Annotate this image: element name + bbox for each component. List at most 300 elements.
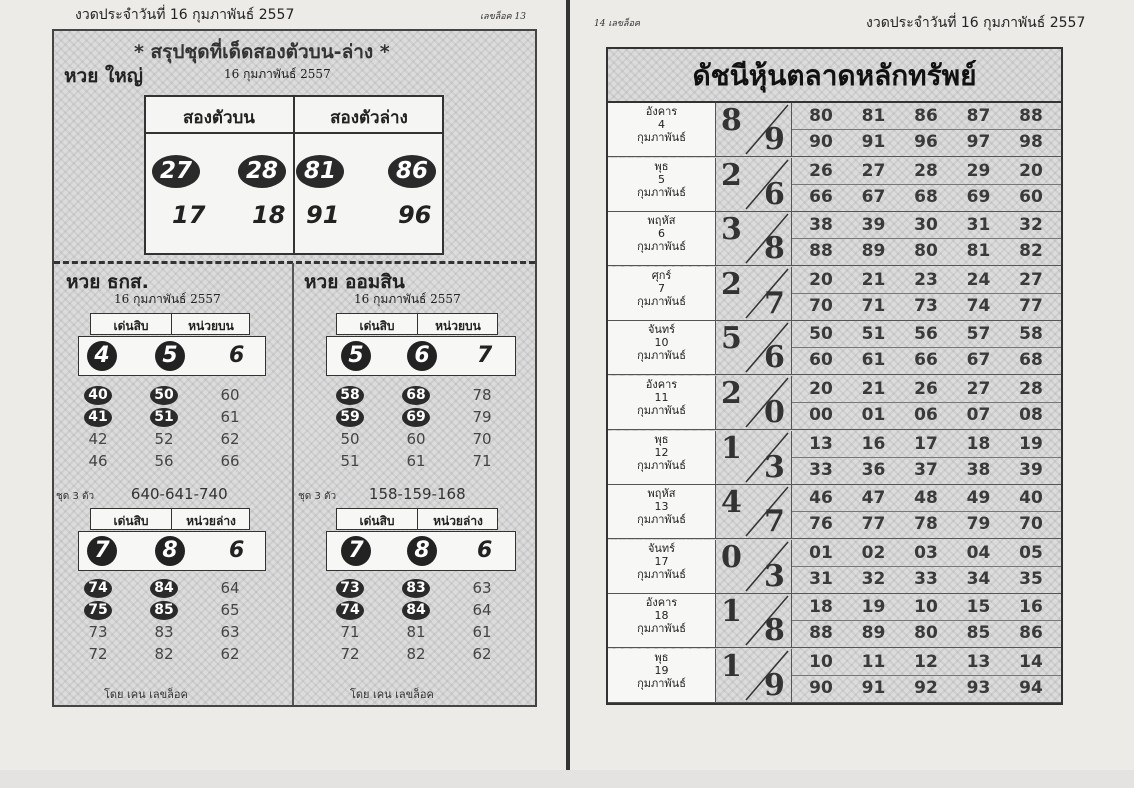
gsb-lower-num-r2-c2: 84 xyxy=(402,601,430,620)
top-plain-2: 18 xyxy=(252,201,286,229)
left-page-number: เลขล็อค 13 xyxy=(480,12,526,22)
key-digit-bottom: 6 xyxy=(764,176,785,211)
grid-divider xyxy=(792,620,1061,621)
table-row xyxy=(608,376,1061,430)
baac-upper-num-r4-c1: 46 xyxy=(88,452,108,470)
top-plain-1: 17 xyxy=(172,201,206,229)
key-digit-top: 2 xyxy=(721,157,742,193)
gsb-upper-num-r2-c2: 69 xyxy=(402,408,430,427)
baac-lower-num-r2-c3: 65 xyxy=(220,601,240,619)
baac-upper-num-r4-c2: 56 xyxy=(154,452,174,470)
day-date: 10 xyxy=(654,336,669,350)
day-month: กุมภาพันธ์ xyxy=(637,185,686,199)
number-bottom: 69 xyxy=(966,186,991,207)
key-digit-bottom: 9 xyxy=(764,668,785,702)
number-bottom: 35 xyxy=(1019,568,1043,589)
col-header-top: สองตัวบน xyxy=(183,108,255,128)
gsb-lower-digit-1: 7 xyxy=(341,536,371,566)
number-bottom: 94 xyxy=(1019,678,1043,698)
number-bottom: 90 xyxy=(809,678,833,698)
day-name: พฤหัส xyxy=(647,487,676,501)
number-top: 04 xyxy=(966,542,991,563)
baac-lower-num-r1-c2: 84 xyxy=(150,579,178,598)
gsb-lower-num-r4-c1: 72 xyxy=(340,645,360,663)
day-month: กุมภาพันธ์ xyxy=(637,240,686,254)
number-bottom: 39 xyxy=(1019,459,1043,480)
gsb-upper-num-r3-c1: 50 xyxy=(340,430,360,448)
day-name: พุธ xyxy=(654,159,669,173)
table-row xyxy=(608,540,1061,594)
number-top: 46 xyxy=(809,488,833,509)
baac-upper-num-r3-c3: 62 xyxy=(220,430,240,448)
number-top: 24 xyxy=(966,269,991,290)
number-top: 27 xyxy=(861,160,886,181)
grid-divider xyxy=(792,129,1061,130)
key-digits-cell xyxy=(716,485,792,538)
number-top: 21 xyxy=(861,379,886,399)
gsb-upper-header-a: เด่นสิบ xyxy=(359,319,395,333)
column-divider xyxy=(292,263,294,705)
baac-lower-num-r1-c1: 74 xyxy=(84,579,112,598)
baac-upper-num-r2-c3: 61 xyxy=(220,408,240,426)
number-bottom: 06 xyxy=(914,405,938,425)
number-bottom: 66 xyxy=(809,186,833,207)
number-top: 13 xyxy=(809,433,833,454)
number-bottom: 32 xyxy=(861,568,886,589)
grid-divider xyxy=(792,511,1061,512)
key-digit-top: 2 xyxy=(721,266,742,302)
key-digit-bottom: 8 xyxy=(764,613,785,648)
key-digit-top: 2 xyxy=(721,376,742,411)
day-date: 6 xyxy=(658,227,665,241)
number-bottom: 82 xyxy=(1019,241,1043,262)
number-top: 23 xyxy=(914,269,938,290)
number-bottom: 89 xyxy=(861,623,886,644)
gsb-lower-num-r2-c1: 74 xyxy=(336,601,364,620)
number-bottom: 60 xyxy=(809,350,833,371)
table-row xyxy=(608,267,1061,321)
number-top: 18 xyxy=(809,597,833,618)
number-grid xyxy=(792,321,1061,374)
top-highlight-2: 28 xyxy=(238,155,286,188)
grid-divider xyxy=(792,184,1061,185)
number-top: 58 xyxy=(1019,324,1043,345)
gsb-upper-num-r1-c3: 78 xyxy=(472,386,492,404)
baac-lottery-name: หวย ธกส. xyxy=(66,271,149,293)
baac-upper-num-r1-c1: 40 xyxy=(84,386,112,405)
gsb-upper-digit-2: 6 xyxy=(407,341,437,371)
day-date: 13 xyxy=(654,500,669,514)
gsb-lower-digits xyxy=(326,531,516,571)
baac-upper-header-b: หน่วยบน xyxy=(188,319,234,333)
number-top: 31 xyxy=(966,215,991,236)
gsb-lower-digit-3: 6 xyxy=(477,538,493,563)
number-bottom: 07 xyxy=(966,405,991,425)
number-bottom: 01 xyxy=(861,405,886,425)
number-top: 28 xyxy=(914,160,938,181)
main-lottery-date: 16 กุมภาพันธ์ 2557 xyxy=(224,67,331,81)
number-grid xyxy=(792,540,1061,593)
gsb-upper-digit-3: 7 xyxy=(477,343,493,368)
gsb-upper-num-r2-c3: 79 xyxy=(472,408,492,426)
baac-lower-num-r3-c2: 83 xyxy=(154,623,174,641)
two-digit-table xyxy=(144,95,444,255)
day-month: กุมภาพันธ์ xyxy=(637,677,686,690)
baac-lower-num-r3-c3: 63 xyxy=(220,623,240,641)
number-bottom: 81 xyxy=(966,241,991,262)
number-top: 17 xyxy=(914,433,938,454)
baac-lower-header xyxy=(90,508,250,530)
gsb-lower-digit-2: 8 xyxy=(407,536,437,566)
number-grid xyxy=(792,431,1061,484)
number-top: 16 xyxy=(861,433,886,454)
number-top: 56 xyxy=(914,324,938,345)
key-digits-cell xyxy=(716,103,792,156)
key-digit-top: 8 xyxy=(721,103,742,138)
number-bottom: 97 xyxy=(966,132,991,152)
number-bottom: 80 xyxy=(914,623,938,644)
number-top: 26 xyxy=(914,379,938,399)
key-digit-bottom: 7 xyxy=(764,504,785,539)
number-top: 88 xyxy=(1019,106,1043,126)
day-name: อังคาร xyxy=(645,596,678,610)
gsb-upper-digits xyxy=(326,336,516,376)
day-month: กุมภาพันธ์ xyxy=(637,567,686,581)
bottom-highlight-2: 86 xyxy=(388,155,436,188)
baac-upper-header-a: เด่นสิบ xyxy=(113,319,149,333)
day-date: 18 xyxy=(654,609,669,623)
key-digits-cell xyxy=(716,431,792,484)
number-bottom: 60 xyxy=(1019,186,1043,207)
table-row xyxy=(608,431,1061,485)
number-bottom: 91 xyxy=(861,132,886,152)
gsb-upper-header-b: หน่วยบน xyxy=(435,319,481,333)
key-digit-bottom: 9 xyxy=(764,122,785,156)
col-header-bottom: สองตัวล่าง xyxy=(330,108,408,128)
baac-upper-num-r3-c1: 42 xyxy=(88,430,108,448)
number-bottom: 33 xyxy=(914,568,938,589)
key-digit-bottom: 3 xyxy=(764,449,785,484)
table-row xyxy=(608,321,1061,375)
top-highlight-1: 27 xyxy=(152,155,200,188)
key-digit-bottom: 8 xyxy=(764,231,785,266)
day-date: 5 xyxy=(658,172,665,186)
number-bottom: 68 xyxy=(914,186,938,207)
number-bottom: 79 xyxy=(966,514,991,535)
key-digit-top: 1 xyxy=(721,430,742,466)
baac-upper-digit-2: 5 xyxy=(155,341,185,371)
scan-bottom-margin xyxy=(0,770,1134,788)
day-month: กุมภาพันธ์ xyxy=(637,404,686,417)
key-digits-cell xyxy=(716,212,792,265)
baac-upper-digit-1: 4 xyxy=(87,341,117,371)
table-row xyxy=(608,649,1061,703)
number-top: 12 xyxy=(914,652,938,672)
gsb-set-line xyxy=(298,485,466,504)
key-digit-top: 3 xyxy=(721,212,742,248)
day-cell xyxy=(608,212,716,265)
baac-upper-digit-3: 6 xyxy=(229,343,245,368)
number-bottom: 78 xyxy=(914,514,938,535)
gsb-upper-num-r3-c3: 70 xyxy=(472,430,492,448)
number-top: 47 xyxy=(861,488,886,509)
number-top: 57 xyxy=(966,324,991,345)
left-page xyxy=(0,0,566,770)
number-grid xyxy=(792,594,1061,647)
number-bottom: 88 xyxy=(809,623,833,644)
stock-index-table xyxy=(606,47,1063,705)
gsb-date: 16 กุมภาพันธ์ 2557 xyxy=(354,292,461,306)
key-digits-cell xyxy=(716,540,792,593)
number-bottom: 67 xyxy=(861,186,886,207)
number-bottom: 80 xyxy=(914,241,938,262)
gsb-lower-num-r1-c2: 83 xyxy=(402,579,430,598)
day-month: กุมภาพันธ์ xyxy=(637,458,686,472)
number-top: 10 xyxy=(914,597,938,618)
gsb-upper-num-r4-c2: 61 xyxy=(406,452,426,470)
day-name: อังคาร xyxy=(645,378,678,391)
number-top: 38 xyxy=(809,215,833,236)
baac-lower-header-b: หน่วยล่าง xyxy=(186,514,236,528)
number-bottom: 61 xyxy=(861,350,886,371)
gsb-upper-header xyxy=(336,313,498,335)
number-top: 19 xyxy=(1019,433,1043,454)
number-bottom: 85 xyxy=(966,623,991,644)
baac-lower-num-r4-c1: 72 xyxy=(88,645,108,663)
baac-set-value: 640-641-740 xyxy=(130,485,228,503)
day-month: กุมภาพันธ์ xyxy=(637,294,686,308)
baac-lower-digit-1: 7 xyxy=(87,536,117,566)
key-digits-cell xyxy=(716,594,792,647)
number-top: 27 xyxy=(966,379,991,399)
gsb-lower-num-r4-c2: 82 xyxy=(406,645,426,663)
baac-set-line xyxy=(56,485,228,504)
table-row xyxy=(608,158,1061,212)
section-divider xyxy=(54,261,535,264)
bottom-plain-1: 91 xyxy=(306,201,340,229)
number-top: 30 xyxy=(914,215,938,236)
day-name: จันทร์ xyxy=(647,323,676,337)
number-bottom: 70 xyxy=(1019,514,1043,535)
baac-upper-digits xyxy=(78,336,266,376)
gsb-set-label: ชุด 3 ตัว xyxy=(298,491,337,502)
number-grid xyxy=(792,267,1061,320)
number-top: 27 xyxy=(1019,269,1043,290)
day-date: 7 xyxy=(658,281,665,295)
key-digit-top: 0 xyxy=(721,539,742,575)
baac-lower-num-r4-c3: 62 xyxy=(220,645,240,663)
day-cell xyxy=(608,540,716,593)
table-row xyxy=(608,212,1061,266)
number-top: 26 xyxy=(809,160,833,181)
number-grid xyxy=(792,212,1061,265)
baac-upper-header xyxy=(90,313,250,335)
day-month: กุมภาพันธ์ xyxy=(637,349,686,363)
number-top: 11 xyxy=(861,652,886,672)
grid-divider xyxy=(792,347,1061,348)
gsb-footer: โดย เคน เลขล็อค xyxy=(350,688,434,701)
number-bottom: 67 xyxy=(966,350,991,371)
table-row xyxy=(608,594,1061,648)
number-bottom: 66 xyxy=(914,350,938,371)
number-bottom: 76 xyxy=(809,514,833,535)
number-bottom: 08 xyxy=(1019,405,1043,425)
key-digit-bottom: 7 xyxy=(764,285,785,320)
number-bottom: 92 xyxy=(914,678,938,698)
number-top: 20 xyxy=(1019,160,1043,181)
grid-divider xyxy=(792,457,1061,458)
number-top: 80 xyxy=(809,106,833,126)
gsb-lower-num-r3-c1: 71 xyxy=(340,623,360,641)
gsb-lower-num-r2-c3: 64 xyxy=(472,601,492,619)
key-digits-cell xyxy=(716,267,792,320)
key-digits-cell xyxy=(716,321,792,374)
number-bottom: 70 xyxy=(809,295,833,316)
number-top: 49 xyxy=(966,488,991,509)
day-name: จันทร์ xyxy=(647,541,676,555)
grid-divider xyxy=(792,566,1061,567)
day-name: พฤหัส xyxy=(647,214,676,228)
day-cell xyxy=(608,594,716,647)
number-bottom: 77 xyxy=(861,514,886,535)
number-bottom: 36 xyxy=(861,459,886,480)
number-bottom: 74 xyxy=(966,295,991,316)
baac-upper-num-r1-c2: 50 xyxy=(150,386,178,405)
gsb-lottery-name: หวย ออมสิน xyxy=(304,271,405,293)
bottom-highlight-1: 81 xyxy=(296,155,344,188)
gsb-upper-num-r3-c2: 60 xyxy=(406,430,426,448)
number-top: 51 xyxy=(861,324,886,345)
baac-lower-digit-3: 6 xyxy=(229,538,245,563)
grid-divider xyxy=(792,238,1061,239)
baac-lower-header-a: เด่นสิบ xyxy=(113,514,149,528)
day-name: อังคาร xyxy=(645,105,678,118)
number-bottom: 38 xyxy=(966,459,991,480)
number-grid xyxy=(792,158,1061,211)
day-cell xyxy=(608,267,716,320)
number-top: 28 xyxy=(1019,379,1043,399)
day-month: กุมภาพันธ์ xyxy=(637,513,686,527)
baac-lower-num-r4-c2: 82 xyxy=(154,645,174,663)
gsb-lower-num-r1-c3: 63 xyxy=(472,579,492,597)
key-digits-cell xyxy=(716,158,792,211)
gsb-upper-num-r4-c1: 51 xyxy=(340,452,360,470)
number-bottom: 90 xyxy=(809,132,833,152)
number-top: 18 xyxy=(966,433,991,454)
number-top: 15 xyxy=(966,597,991,618)
baac-lower-num-r1-c3: 64 xyxy=(220,579,240,597)
number-top: 48 xyxy=(914,488,938,509)
number-top: 10 xyxy=(809,652,833,672)
baac-lower-num-r2-c1: 75 xyxy=(84,601,112,620)
number-bottom: 68 xyxy=(1019,350,1043,371)
number-top: 87 xyxy=(966,106,991,126)
day-name: พุธ xyxy=(654,432,669,446)
key-digit-top: 1 xyxy=(721,594,742,630)
gsb-upper-num-r1-c2: 68 xyxy=(402,386,430,405)
baac-lower-num-r2-c2: 85 xyxy=(150,601,178,620)
number-grid xyxy=(792,103,1061,156)
number-bottom: 00 xyxy=(809,405,833,425)
key-digit-top: 4 xyxy=(721,485,742,521)
number-top: 01 xyxy=(809,542,833,563)
baac-date: 16 กุมภาพันธ์ 2557 xyxy=(114,292,221,306)
number-bottom: 34 xyxy=(966,568,991,589)
number-grid xyxy=(792,649,1061,702)
gsb-lower-num-r4-c3: 62 xyxy=(472,645,492,663)
day-month: กุมภาพันธ์ xyxy=(637,131,686,144)
baac-lower-digit-2: 8 xyxy=(155,536,185,566)
left-page-header: งวดประจำวันที่ 16 กุมภาพันธ์ 2557 xyxy=(75,7,295,23)
number-bottom: 88 xyxy=(809,241,833,262)
day-cell xyxy=(608,431,716,484)
number-top: 14 xyxy=(1019,652,1043,672)
number-top: 50 xyxy=(809,324,833,345)
baac-upper-num-r3-c2: 52 xyxy=(154,430,174,448)
key-digit-bottom: 3 xyxy=(764,558,785,593)
day-date: 11 xyxy=(654,391,669,404)
summary-panel xyxy=(52,29,537,707)
number-top: 40 xyxy=(1019,488,1043,509)
gsb-lower-header-b: หน่วยล่าง xyxy=(433,514,483,528)
baac-lower-digits xyxy=(78,531,266,571)
bottom-plain-2: 96 xyxy=(398,201,432,229)
day-name: ศุกร์ xyxy=(651,268,672,282)
day-date: 12 xyxy=(654,445,669,459)
number-top: 02 xyxy=(861,542,886,563)
key-digit-top: 5 xyxy=(721,321,742,357)
day-date: 4 xyxy=(658,118,665,131)
baac-upper-num-r2-c1: 41 xyxy=(84,408,112,427)
number-top: 32 xyxy=(1019,215,1043,236)
number-top: 05 xyxy=(1019,542,1043,563)
main-lottery-name: หวย ใหญ่ xyxy=(64,65,143,87)
number-top: 20 xyxy=(809,379,833,399)
stock-index-title: ดัชนีหุ้นตลาดหลักทรัพย์ xyxy=(608,49,1061,103)
number-bottom: 86 xyxy=(1019,623,1043,644)
gsb-lower-num-r3-c2: 81 xyxy=(406,623,426,641)
number-bottom: 71 xyxy=(861,295,886,316)
key-digits-cell xyxy=(716,376,792,429)
day-cell xyxy=(608,321,716,374)
day-cell xyxy=(608,376,716,429)
gsb-upper-num-r4-c3: 71 xyxy=(472,452,492,470)
number-top: 86 xyxy=(914,106,938,126)
day-date: 17 xyxy=(654,554,669,568)
table-row xyxy=(608,485,1061,539)
key-digit-bottom: 0 xyxy=(764,395,785,429)
right-page-number: 14 เลขล็อค xyxy=(594,19,640,29)
number-top: 16 xyxy=(1019,597,1043,618)
baac-set-label: ชุด 3 ตัว xyxy=(56,491,95,502)
grid-divider xyxy=(792,402,1061,403)
key-digit-bottom: 6 xyxy=(764,340,785,375)
number-top: 39 xyxy=(861,215,886,236)
baac-footer: โดย เคน เลขล็อค xyxy=(104,688,188,701)
right-page-header: งวดประจำวันที่ 16 กุมภาพันธ์ 2557 xyxy=(866,15,1086,31)
number-top: 13 xyxy=(966,652,991,672)
number-bottom: 93 xyxy=(966,678,991,698)
day-cell xyxy=(608,649,716,702)
gsb-lower-header xyxy=(336,508,498,530)
number-bottom: 77 xyxy=(1019,295,1043,316)
number-top: 21 xyxy=(861,269,886,290)
day-date: 19 xyxy=(654,664,669,677)
gsb-upper-num-r2-c1: 59 xyxy=(336,408,364,427)
day-cell xyxy=(608,103,716,156)
number-top: 81 xyxy=(861,106,886,126)
number-bottom: 91 xyxy=(861,678,886,698)
